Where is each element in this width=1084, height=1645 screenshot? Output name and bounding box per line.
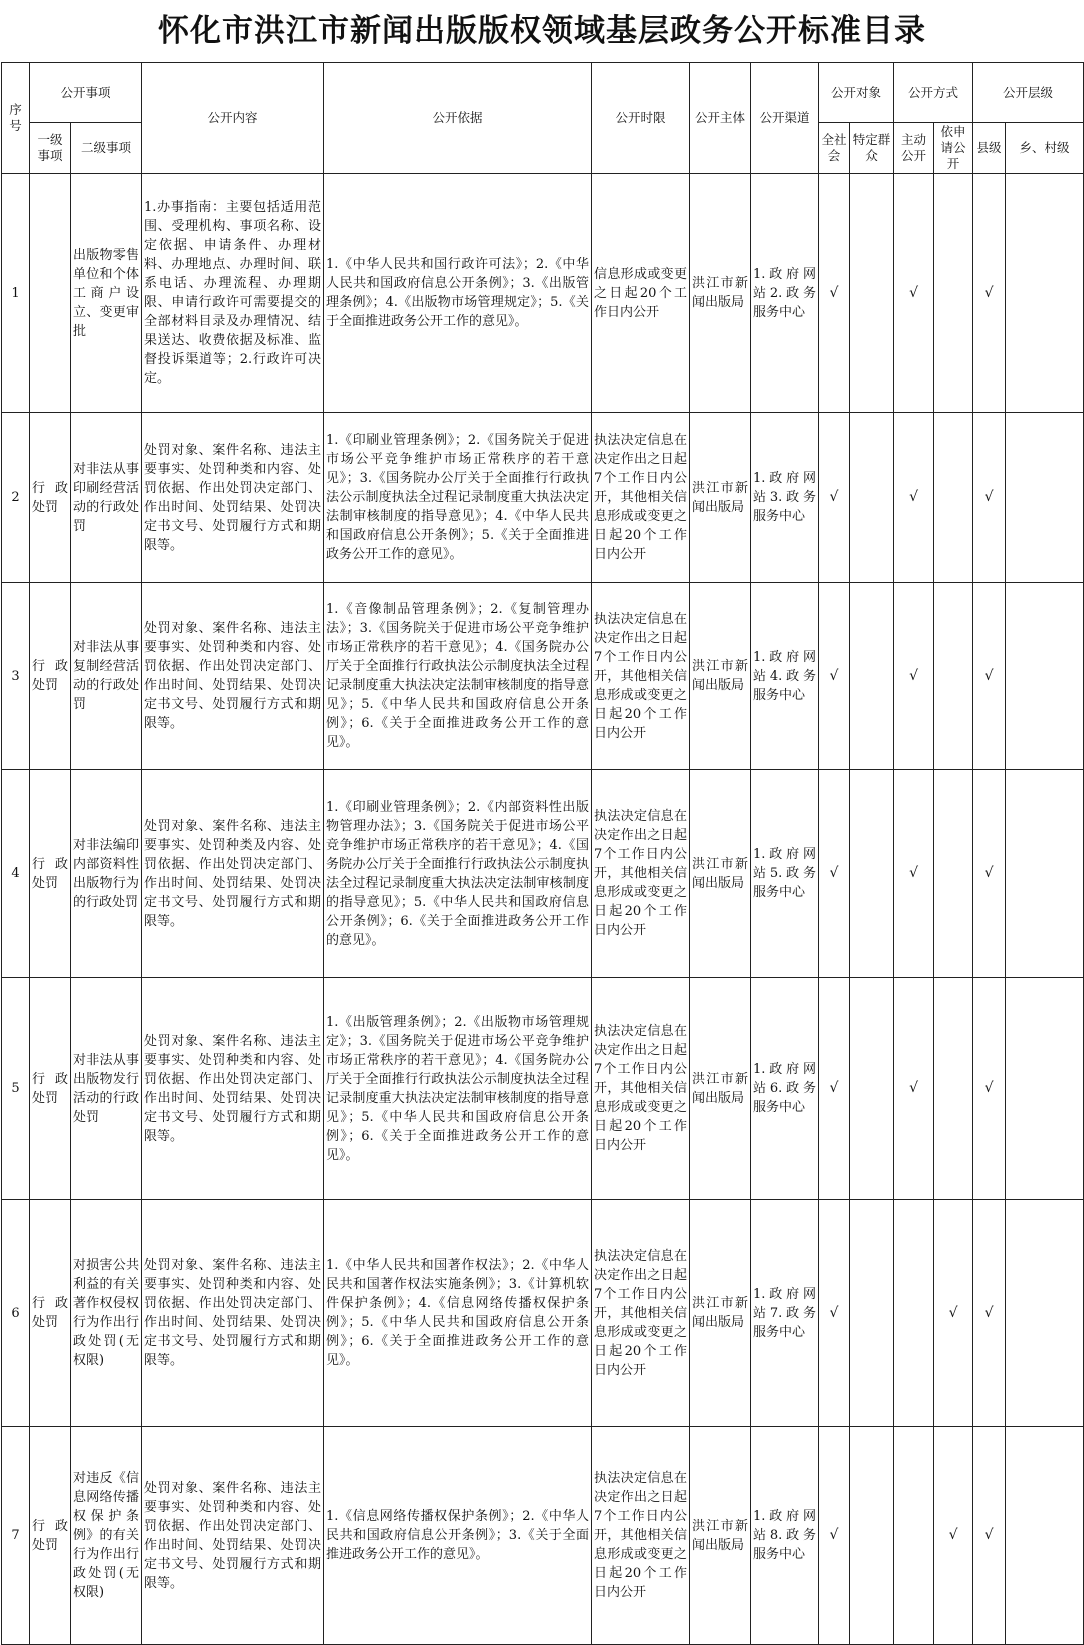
cell-method-apply: √ [934,1200,973,1427]
cell-level-town [1006,1200,1084,1427]
cell-target-all: √ [819,1200,850,1427]
cell-channel: 1.政府网站6.政务服务中心 [751,978,819,1200]
cell-method-active [894,1200,934,1427]
cell-level1: 行政处罚 [30,770,71,978]
cell-subject: 洪江市新闻出版局 [690,1427,751,1645]
cell-subject: 洪江市新闻出版局 [690,770,751,978]
table-row [2,174,1084,413]
cell-target-specific [850,1427,894,1645]
cell-level-town [1006,978,1084,1200]
header-time: 公开时限 [592,63,690,174]
header-seq: 序号 [2,63,30,174]
header-level2: 二级事项 [71,123,142,174]
cell-level1: 行政处罚 [30,1200,71,1427]
page-title: 怀化市洪江市新闻出版版权领域基层政务公开标准目录 [158,13,926,49]
cell-method-active [894,1427,934,1645]
cell-target-all: √ [819,174,850,413]
table-row [2,1200,1084,1427]
cell-method-active: √ [894,978,934,1200]
cell-subject: 洪江市新闻出版局 [690,174,751,413]
cell-level-town [1006,1427,1084,1645]
cell-level-county: √ [973,413,1006,583]
cell-content: 处罚对象、案件名称、违法主要事实、处罚种类及内容、处罚依据、作出处罚决定部门、作出时间、处罚结果、处罚决定书文号、处罚履行方式和期限等。 [142,770,324,978]
cell-time: 执法决定信息在决定作出之日起7个工作日内公开，其他相关信息形成或变更之日起20个工作日内公开 [592,583,690,770]
cell-seq: 7 [2,1427,30,1645]
header-item-group: 公开事项 [30,63,142,123]
cell-basis: 1.《中华人民共和国著作权法》；2.《中华人民共和国著作权法实施条例》；3.《计算机软件保护条例》；4.《信息网络传播权保护条例》；5.《中华人民共和国政府信息公开条例》；6.《关于全面推进政务公开工作的意见》。 [324,1200,592,1427]
cell-seq: 4 [2,770,30,978]
cell-content: 处罚对象、案件名称、违法主要事实、处罚种类和内容、处罚依据、作出处罚决定部门、作出时间、处罚结果、处罚决定书文号、处罚履行方式和期限等。 [142,583,324,770]
cell-level2: 对非法从事印刷经营活动的行政处罚 [71,413,142,583]
cell-target-specific [850,413,894,583]
cell-level2: 对非法从事出版物发行活动的行政处罚 [71,978,142,1200]
cell-subject: 洪江市新闻出版局 [690,413,751,583]
cell-basis: 1.《印刷业管理条例》；2.《内部资料性出版物管理办法》；3.《国务院关于促进市场公平竞争维护市场正常秩序的若干意见》；4.《国务院办公厅关于全面推行行政执法公示制度执法全过程记录制度重大执法决定法制审核制度的指导意见》；5.《中华人民共和国政府信息公开条例》；6.《关于全面推进政务公开工作的意见》。 [324,770,592,978]
header-method-group: 公开方式 [894,63,973,123]
header-method-apply: 依申请公开 [934,123,973,174]
cell-basis: 1.《出版管理条例》；2.《出版物市场管理规定》；3.《国务院关于促进市场公平竞争维护市场正常秩序的若干意见》；4.《国务院办公厅关于全面推行行政执法公示制度执法全过程记录制度重大执法决定法制审核制度的指导意见》；5.《中华人民共和国政府信息公开条例》；6.《关于全面推进政务公开工作的意见》。 [324,978,592,1200]
cell-target-all: √ [819,413,850,583]
cell-level-town [1006,583,1084,770]
cell-time: 执法决定信息在决定作出之日起7个工作日内公开，其他相关信息形成或变更之日起20个工作日内公开 [592,1200,690,1427]
cell-basis: 1.《音像制品管理条例》；2.《复制管理办法》；3.《国务院关于促进市场公平竞争维护市场正常秩序的若干意见》；4.《国务院办公厅关于全面推行行政执法公示制度执法全过程记录制度重大执法决定法制审核制度的指导意见》；5.《中华人民共和国政府信息公开条例》；6.《关于全面推进政务公开工作的意见》。 [324,583,592,770]
header-level-county: 县级 [973,123,1006,174]
cell-target-specific [850,174,894,413]
cell-target-all: √ [819,583,850,770]
header-method-active: 主动公开 [894,123,934,174]
cell-method-active: √ [894,583,934,770]
cell-target-all: √ [819,978,850,1200]
cell-channel: 1.政府网站5.政务服务中心 [751,770,819,978]
cell-time: 执法决定信息在决定作出之日起7个工作日内公开，其他相关信息形成或变更之日起20个工作日内公开 [592,1427,690,1645]
cell-level1 [30,174,71,413]
cell-level2: 对损害公共利益的有关著作权侵权行为作出行政处罚(无权限) [71,1200,142,1427]
cell-method-active: √ [894,770,934,978]
header-target-all: 全社会 [819,123,850,174]
table-row [2,770,1084,978]
cell-method-apply [934,770,973,978]
cell-channel: 1.政府网站8.政务服务中心 [751,1427,819,1645]
cell-method-apply [934,583,973,770]
cell-level2: 对非法编印内部资料性出版物行为的行政处罚 [71,770,142,978]
header-level-town: 乡、村级 [1006,123,1084,174]
cell-channel: 1.政府网站4.政务服务中心 [751,583,819,770]
cell-target-specific [850,978,894,1200]
header-subject: 公开主体 [690,63,751,174]
table-row [2,1427,1084,1645]
cell-content: 处罚对象、案件名称、违法主要事实、处罚种类和内容、处罚依据、作出处罚决定部门、作出时间、处罚结果、处罚决定书文号、处罚履行方式和期限等。 [142,1427,324,1645]
cell-target-specific [850,770,894,978]
cell-time: 执法决定信息在决定作出之日起7个工作日内公开，其他相关信息形成或变更之日起20个工作日内公开 [592,978,690,1200]
cell-level-town [1006,413,1084,583]
header-level-group: 公开层级 [973,63,1084,123]
cell-target-specific [850,1200,894,1427]
cell-level-county: √ [973,583,1006,770]
cell-content: 处罚对象、案件名称、违法主要事实、处罚种类和内容、处罚依据、作出处罚决定部门、作出时间、处罚结果、处罚决定书文号、处罚履行方式和期限等。 [142,978,324,1200]
cell-channel: 1.政府网站2.政务服务中心 [751,174,819,413]
cell-channel: 1.政府网站3.政务服务中心 [751,413,819,583]
cell-time: 执法决定信息在决定作出之日起7个工作日内公开，其他相关信息形成或变更之日起20个工作日内公开 [592,770,690,978]
cell-method-apply: √ [934,1427,973,1645]
table-row [2,978,1084,1200]
cell-time: 信息形成或变更之日起20个工作日内公开 [592,174,690,413]
cell-basis: 1.《信息网络传播权保护条例》；2.《中华人民共和国政府信息公开条例》；3.《关于全面推进政务公开工作的意见》。 [324,1427,592,1645]
header-basis: 公开依据 [324,63,592,174]
cell-level-county: √ [973,174,1006,413]
cell-seq: 1 [2,174,30,413]
cell-seq: 3 [2,583,30,770]
disclosure-table [1,62,1084,1645]
cell-level2: 对违反《信息网络传播权保护条例》的有关行为作出行政处罚(无权限) [71,1427,142,1645]
cell-basis: 1.《印刷业管理条例》；2.《国务院关于促进市场公平竞争维护市场正常秩序的若干意见》；3.《国务院办公厅关于全面推行行政执法公示制度执法全过程记录制度重大执法决定法制审核制度的指导意见》；4.《中华人民共和国政府信息公开条例》；5.《关于全面推进政务公开工作的意见》。 [324,413,592,583]
table-row [2,583,1084,770]
cell-level-county: √ [973,770,1006,978]
cell-level-county: √ [973,1200,1006,1427]
cell-method-active: √ [894,174,934,413]
cell-subject: 洪江市新闻出版局 [690,1200,751,1427]
cell-level1: 行政处罚 [30,978,71,1200]
cell-seq: 6 [2,1200,30,1427]
cell-method-active: √ [894,413,934,583]
header-target-specific: 特定群众 [850,123,894,174]
cell-seq: 5 [2,978,30,1200]
cell-channel: 1.政府网站7.政务服务中心 [751,1200,819,1427]
cell-level-county: √ [973,978,1006,1200]
cell-level1: 行政处罚 [30,413,71,583]
cell-method-apply [934,174,973,413]
header-content: 公开内容 [142,63,324,174]
cell-content: 1.办事指南：主要包括适用范围、受理机构、事项名称、设定依据、申请条件、办理材料、办理地点、办理时间、联系电话、办理流程、办理期限、申请行政许可需要提交的全部材料目录及办理情况、结果送达、收费依据及标准、监督投诉渠道等；2.行政许可决定。 [142,174,324,413]
cell-seq: 2 [2,413,30,583]
cell-level2: 对非法从事复制经营活动的行政处罚 [71,583,142,770]
cell-subject: 洪江市新闻出版局 [690,583,751,770]
cell-subject: 洪江市新闻出版局 [690,978,751,1200]
cell-method-apply [934,413,973,583]
cell-target-all: √ [819,770,850,978]
cell-basis: 1.《中华人民共和国行政许可法》；2.《中华人民共和国政府信息公开条例》；3.《出版管理条例》；4.《出版物市场管理规定》；5.《关于全面推进政务公开工作的意见》。 [324,174,592,413]
header-level1: 一级事项 [30,123,71,174]
cell-content: 处罚对象、案件名称、违法主要事实、处罚种类和内容、处罚依据、作出处罚决定部门、作出时间、处罚结果、处罚决定书文号、处罚履行方式和期限等。 [142,1200,324,1427]
cell-level-county: √ [973,1427,1006,1645]
cell-target-all: √ [819,1427,850,1645]
cell-time: 执法决定信息在决定作出之日起7个工作日内公开，其他相关信息形成或变更之日起20个工作日内公开 [592,413,690,583]
header-target-group: 公开对象 [819,63,894,123]
cell-level1: 行政处罚 [30,583,71,770]
cell-level-town [1006,174,1084,413]
cell-method-apply [934,978,973,1200]
cell-level2: 出版物零售单位和个体工商户设立、变更审批 [71,174,142,413]
table-row [2,413,1084,583]
cell-content: 处罚对象、案件名称、违法主要事实、处罚种类和内容、处罚依据、作出处罚决定部门、作出时间、处罚结果、处罚决定书文号、处罚履行方式和期限等。 [142,413,324,583]
header-channel: 公开渠道 [751,63,819,174]
cell-level1: 行政处罚 [30,1427,71,1645]
cell-target-specific [850,583,894,770]
cell-level-town [1006,770,1084,978]
